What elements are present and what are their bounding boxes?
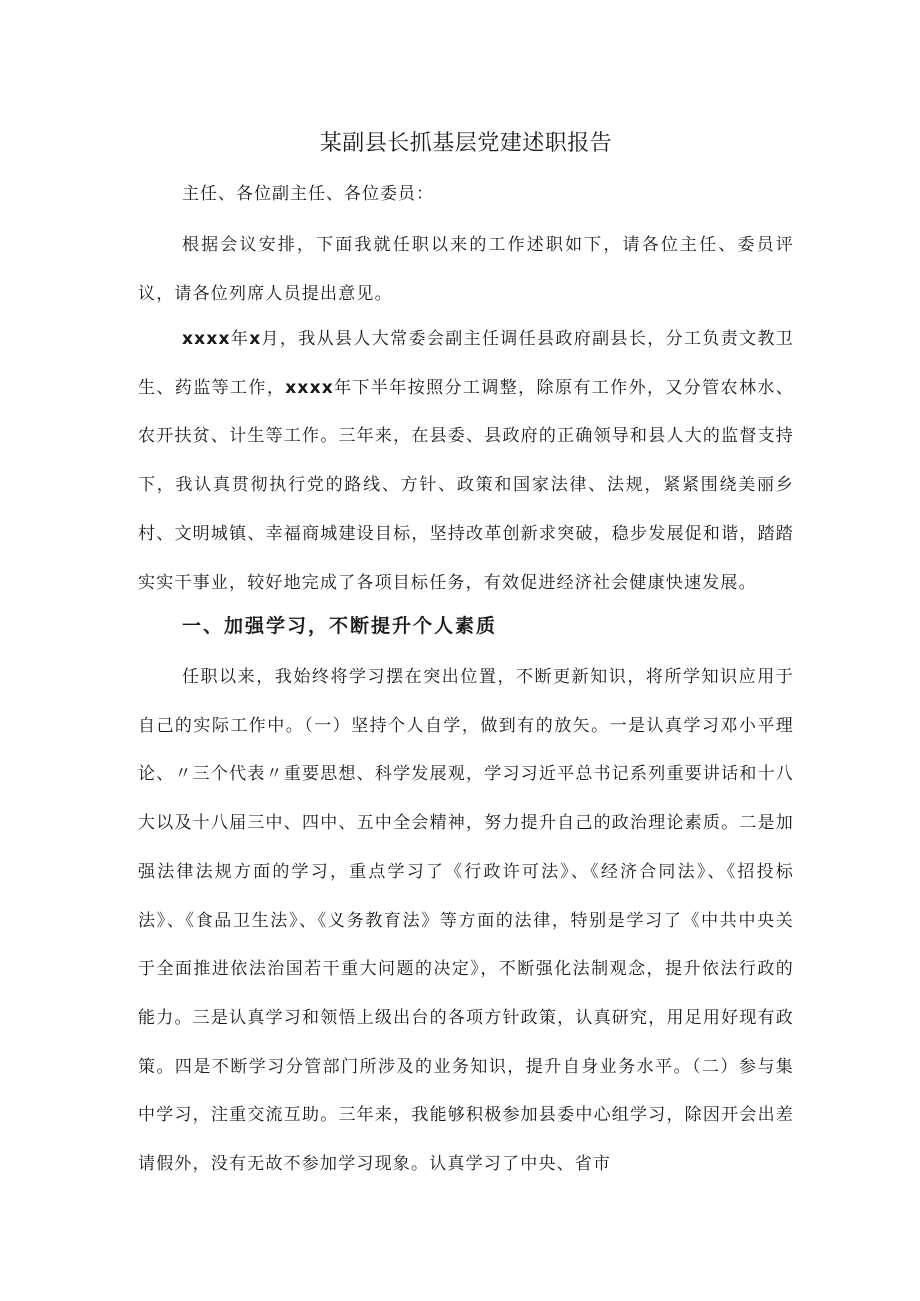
paragraph-study: 任职以来，我始终将学习摆在突出位置，不断更新知识，将所学知识应用于自己的实际工作中。（一）坚持个人自学，做到有的放矢。一是认真学习邓小平理论、〃三个代表〃重要思想、科学发展观，学习习近平总书记系列重要讲话和十八大以及十八届三中、四中、五中全会精神，努力提升自己的政治理论素质。二是加强法律法规方面的学习，重点学习了《行政许可法》、《经济合同法》、《招投标法》、《食品卫生法》、《义务教育法》等方面的法律，特别是学习了《中共中央关于全面推进依法治国若干重大问题的决定》，不断强化法制观念，提升依法行政的能力。三是认真学习和领悟上级出台的各项方针政策，认真研究，用足用好现有政策。四是不断学习分管部门所涉及的业务知识，提升自身业务水平。（二）参与集中学习，注重交流互助。三年来，我能够积极参加县委中心组学习，除因开会出差请假外，没有无故不参加学习现象。认真学习了中央、省市 — [138, 667, 794, 1175]
paragraph-text: 年下半年按照分工调整，除原有工作外，又分管农林水、农开扶贫、计生等工作。三年来，在县委、县政府的正确领导和县人大的监督支持下，我认真贯彻执行党的路线、方针、政策和国家法律、法规，紧紧围绕美丽乡村、文明城镇、幸福商城建设目标，坚持改革创新求突破，稳步发展促和谐，踏踏实实干事业，较好地完成了各项目标任务，有效促进经济社会健康快速发展。 — [138, 377, 794, 593]
paragraph-intro: 根据会议安排，下面我就任职以来的工作述职如下，请各位主任、委员评议，请各位列席人员提出意见。 — [138, 235, 794, 304]
document-title: 某副县长抓基层党建述职报告 — [319, 131, 613, 156]
month-placeholder: x — [249, 329, 262, 349]
salutation: 主任、各位副主任、各位委员： — [182, 184, 434, 204]
paragraph-text: 月，我从县人大常委会副主任调任县政府副县长，分工负责文教卫生、药监等工作， — [138, 329, 794, 398]
year-placeholder: xxxx — [285, 377, 334, 398]
paragraph-text: 年 — [230, 329, 250, 349]
year-placeholder: xxxx — [182, 329, 231, 349]
section-heading: 一、加强学习，不断提升个人素质 — [182, 615, 498, 637]
paragraph-background — [138, 315, 794, 607]
